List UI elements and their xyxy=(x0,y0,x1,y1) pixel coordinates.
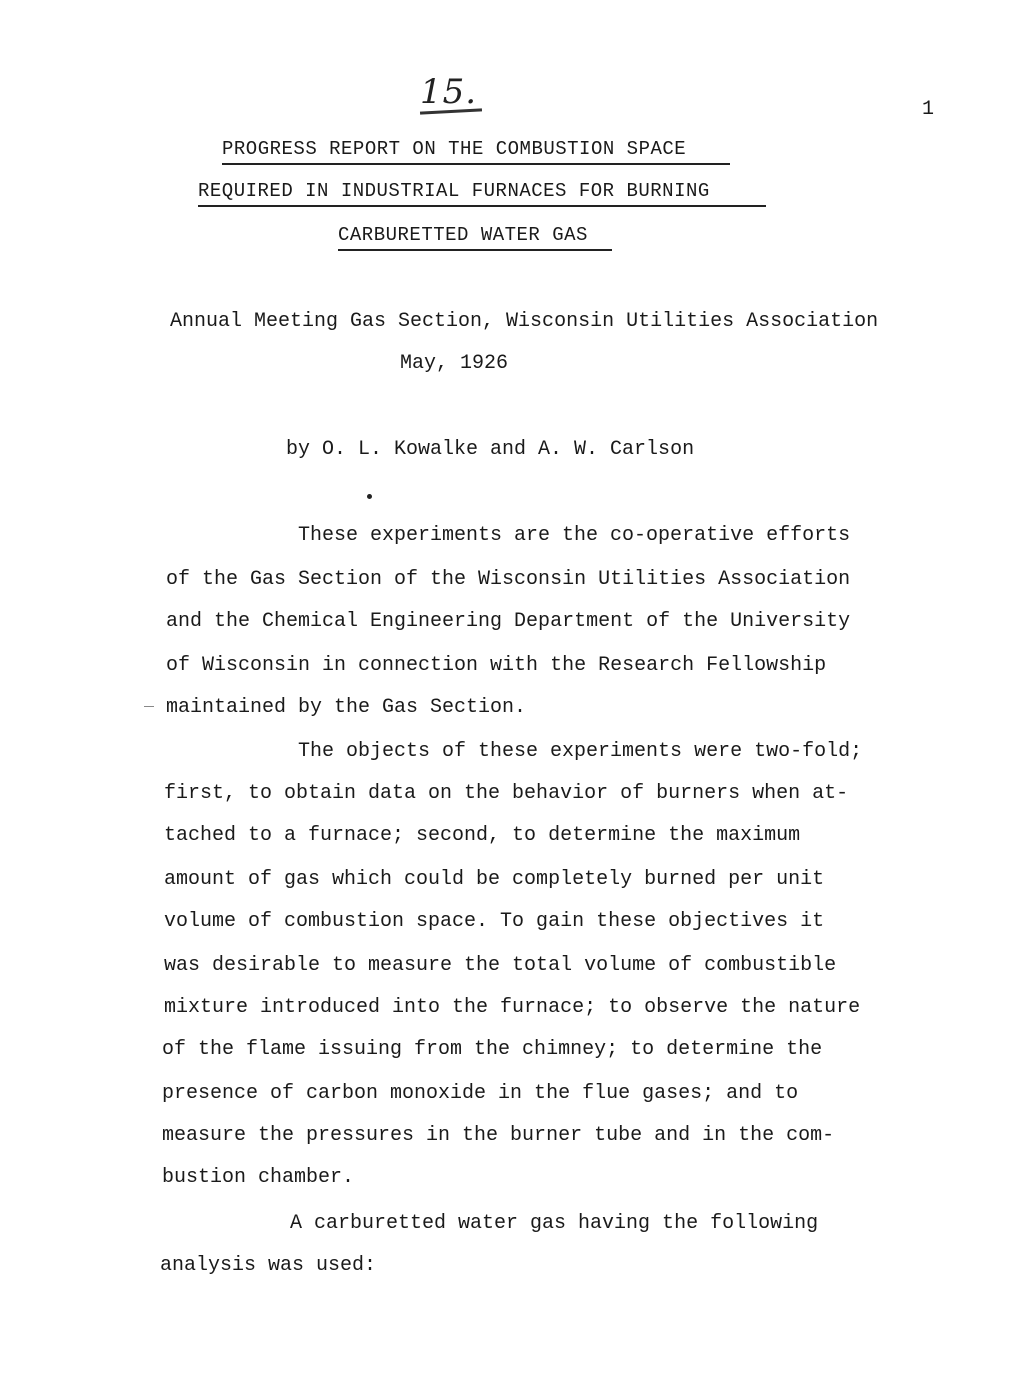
title-line-1: PROGRESS REPORT ON THE COMBUSTION SPACE xyxy=(222,138,730,165)
date-line: May, 1926 xyxy=(400,352,509,375)
body-line-7: first, to obtain data on the behavior of burners when at- xyxy=(164,782,849,805)
body-line-1: These experiments are the co-operative efforts xyxy=(298,524,851,547)
body-line-5: maintained by the Gas Section. xyxy=(166,696,527,719)
byline: by O. L. Kowalke and A. W. Carlson xyxy=(286,438,695,461)
body-line-3: and the Chemical Engineering Department of the University xyxy=(166,610,851,633)
body-line-16: bustion chamber. xyxy=(162,1166,355,1189)
body-line-18: analysis was used: xyxy=(160,1254,377,1277)
handwritten-page-mark: 15. xyxy=(420,72,478,112)
body-line-6: The objects of these experiments were two-fold; xyxy=(298,740,863,763)
body-line-15: measure the pressures in the burner tube and in the com- xyxy=(162,1124,835,1147)
body-line-12: mixture introduced into the furnace; to observe the nature xyxy=(164,996,861,1019)
body-line-2: of the Gas Section of the Wisconsin Utilities Association xyxy=(166,568,851,591)
body-line-10: volume of combustion space. To gain these objectives it xyxy=(164,910,825,933)
title-line-3: CARBURETTED WATER GAS xyxy=(338,224,612,251)
body-line-8: tached to a furnace; second, to determine the maximum xyxy=(164,824,801,847)
stray-dot xyxy=(367,494,372,499)
body-line-11: was desirable to measure the total volume of combustible xyxy=(164,954,837,977)
body-line-13: of the flame issuing from the chimney; to determine the xyxy=(162,1038,823,1061)
meeting-line: Annual Meeting Gas Section, Wisconsin Utilities Association xyxy=(170,310,879,333)
margin-dash xyxy=(144,706,154,707)
page-number: 1 xyxy=(922,98,935,121)
body-line-4: of Wisconsin in connection with the Research Fellowship xyxy=(166,654,827,677)
body-line-17: A carburetted water gas having the following xyxy=(290,1212,819,1235)
title-line-2: REQUIRED IN INDUSTRIAL FURNACES FOR BURNING xyxy=(198,180,766,207)
body-line-9: amount of gas which could be completely burned per unit xyxy=(164,868,825,891)
body-line-14: presence of carbon monoxide in the flue gases; and to xyxy=(162,1082,799,1105)
